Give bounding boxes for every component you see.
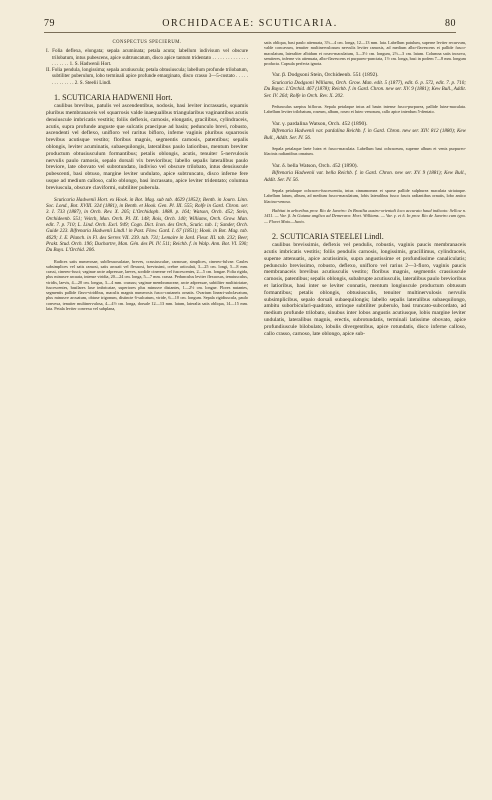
species-description: caulibus brevissimis, deflexis vel pendulis, robustis, vaginis paucis membranaceis acutis imbricatis vestitis; foliis pendulis carnosis, longissimis, gracillimus, cylindraceis, supeme attenuatis, apice acutissimis, supra angustissime et profundissime canaliculatis; pedunculo brevissimo, robusto, deflexo, unifloro vel rarius 2—3-floro, vaginis paucis membranaceis brevibus acutiusculis vestito; floribus magnis, segmentis crassiuscule carnosis, patentibus; sepalis oblongis, subabrupte acutiusculis, lateralibus paulo brevioribus et latioribus, basi inter se leviter connatis, mentum longiuscule productum obtusum formantibus; petalis oblongis, obtusiusculis, tenuiter multinervulosis nervulis subsimplicibus, sepalo dorsali subaequilongis; labello sepalis lateralibus subaequilongo, ambitu suborbiculari-quadrato, utrinque subtiliter puberulo, basi truncato-subcordato, ad medium profunde trilobato, sinubus inter lobos angustis acutiusque, lobis margine leviter undulatis, lateralibus magnis, erectis, subrotundatis, terminali latissime obovato, apice profundiuscule bilobulato, lobulis divergentibus, apice rotundatis, disco inferne calloso, callo crasso, carnoso, late oblongo, apice sub-	[264, 242, 466, 337]
left-column	[46, 40, 248, 311]
variety-heading: Var. γ. pardalina Watson, Orch. 452 (1890).	[272, 120, 368, 127]
species-heading: 2. SCUTICARIA STEELEI Lindl.	[272, 232, 384, 242]
page-number-right: 80	[444, 18, 456, 29]
right-column	[264, 40, 466, 337]
species-details: Radices satis numerosae, subflexuosulatae, breves, crassiusculae, carnosae, simplices, cinereo-fulvae. Caules subsimplices vel satis ramosi, satis arcuati vel flexuosi, brevissimi, crebre articulati, 3—25 cm. longi, 5—8 mm. crassi, cinereo-fusci; vaginae arcte adpressae, laeves, sordide cinereae vel fuscescentes, 2—5 cm. longae. Folia rigida, plus minusve arcuata, intense viridia, 20—24 cm. longa, 5—7 mm. crassa. Pedunculus leviter flexuosus, tenuiusculus, viridis, laevis, 4—20 cm. longus, 3—4 mm. crassus; vaginae membranaceae, arcte adpressae, subtiliter multistriatae, fuscescentes, basilares laxe imbricatae, superiores plus minusve distantes, 1—2½ cm. longae. Flores nutantes, segmentis pallide flavo-viridibus, maculis magnis numerosis fusco-castaneis ornatis. Ovarium lineari-subclavatum, plus minusve arcuatum, obtuse trigonum, distincte 6-sulcatum, viride, 6—10 cm. longum. Sepala rigidiuscula, paulo convexa, tenuiter multinervulosa, 4—4½ cm. longa, dorsale 12—13 mm. latum, lateralia satis obliqua, 14—15 mm. lata. Petala leviter convexa vel subplana,	[46, 258, 248, 311]
key-item: II. Folia pendula, longissima; sepala acutiuscula; petala obtusiuscula; labellum profunde trilobatum, subtiliter puberulum, lobo terminali apice profunde emarginato, disco crasso 3—5-costato . . . . . . . . . . . . . . 2. S. Steelii Lindl.	[46, 67, 248, 86]
variety-details: Sepala petalaque laete lutea et fusco-maculata. Labellum basi ochraceum, superne album et venis purpureo-lilacinis radiantibus ornatum.	[264, 146, 466, 157]
species-description: caulibus brevibus, patulis vel ascendentibus, nodosis, basi leviter incrassatis, squamis pluribus membranaceis vel squarrosis valde inaequalibus triangularibus vaginantibus acutis densiuscule imbricatis vestitis; foliis deflexis, carnosis, elongatis, gracilibus, cylindraceis, acutis, supra profunde anguste que sulcatis praecipue ad basin; pedunculo brevi, robusto, ascendenti vel deflexo, unifloro vel raritus bifloro, inferne vaginis pluribus squarrosis brevibus acutisque vestito; floribus magnis, segmentis carnosis, patentibus; sepalis oblongis, leviter acuminatis, subaequilongis, lateralibus paulo latioribus, mentum breviter productum obtusiusculum formantibus; petalis oblongis, acutis, tenuiter 5-nervulosis nervulis paulo ramosis, sepalo dorsali vix brevioribus; labello sepalis lateralibus paulo breviore, late obovato vel subrotundato, indiviso vel obscure trilobato, intus densiuscule pubescenti, basi obtuso, margine leviter undulato, apice subtruncato, disco inferne fere usque ad medium calloso, callo oblongo, basi incrassato, apice leviter tridentato; columna breviuscula, obscure claviformi, subtiliter puberula.	[46, 103, 248, 191]
species-heading: 1. SCUTICARIA HADWENII Hort.	[54, 93, 173, 103]
species-references: Scuticaria Hadwenii Hort. ex Hook. in Bot. Mag. sub tab. 4629 (1852); Benth. in Journ. Linn. Soc. Lond., Bot. XVIII. 324 (1881), in Benth. et Hook. Gen. Pl. III. 555; Rolfe in Gard. Chron. ser. 3. I. 733 (1887), in Orch. Rev. X. 205; L'Orchidoph. 1888. p. 164; Watson, Orch. 452; Stein, Orchideenb. 551; Veitch, Man. Orch. Pl. IX. 148; Rois, Orch. 140; Williams, Orch. Grow. Man. edit. 7. p. 710; L. Lind. Orch. Excl. 949; Cogn. Dict. Icon. des Orch., Scutic. tab. 1; Sander, Orch. Guide 223. Bifrenaria Hadwenii Lindl.! in Paxt. Flow. Gard. I. 67 (1851); Hook. in Bot. Mag. tab. 4629; J. E. Planch. in Fl. des Serres VII. 239. tab. 731; Lemaire in Jard. Fleur. III. tab. 232; Beer, Prakt. Stud. Orch. 196; Duchartre, Man. Gén. des Pl. IV. 511; Reichb. f. in Walp. Ann. Bot. VI. 590; Du Buys. L'Orchid. 206.	[46, 196, 248, 254]
variety-references: Bifrenaria Hadwenii var. pardalina Reichb. f. in Gard. Chron. new ser. XIV. 812 (1880); Kew Bull., Addit. Ser. IV. 56.	[264, 128, 466, 141]
page-number-left: 79	[44, 18, 55, 29]
species-key	[46, 48, 248, 86]
running-head	[44, 18, 456, 29]
key-item: I. Folia deflexa, elongata; sepala acuminata; petala acuta; labellum indivisum vel obscure trilobatum, intus pubescens, apice subtruncatum, disco apice tantum tridentato . . . . . . . . . . . . . . . . . . . . . 1. S. Hadwenii Hort.	[46, 48, 248, 67]
variety-details: Pedunculus saepius biflorus. Sepala petalaque intus ad basin intense fusco-purpurea, pallide lutea-maculata. Labellum leviter trilobatum, roseum, album, roseo et luteo venosum, callo apice interdum 5-dentato.	[264, 104, 466, 115]
conspectus-heading: CONSPECTUS SPECIERUM.	[112, 40, 182, 45]
variety-details: Sepala petalaque ochraceo-fuscescentia, intus cinnamomea et sparse pallide sulphurea maculata striataque. Labellum latum, album, ad medium fusco-maculatum, lobis lateralibus fusco fascis radiantibus ornatis, lobo antico lilacino-venoso.	[264, 188, 466, 204]
continued-text: satis obliqua, basi paulo attenuata, 3½—4 cm. longa, 12—13 mm. lata. Labellum patulum, superne leviter recurvum, valde concavum, tenuiter multinervulosum nervulis leviter ramosis, ad medium albo-flavescens et pallide fusco-maculatum, lateraliter albidum et roseo-maculatum, 3—3½ cm. longum, 2½—3 cm. latum. Columna satis incurva, semiteres, inferne vix attenuata, albo-flavescens et purpureo-punctata, 1½ cm. longa, basi in podem 7—8 mm. longum producta. Capsula perfecta ignota.	[264, 40, 466, 66]
running-title: ORCHIDACEAE: SCUTICARIA.	[162, 18, 338, 29]
variety-references: Scuticaria Dodgsoni Williams, Orch. Grow. Man. edit. 5 (1877), edit. 6. p. 572, edit. 7. p. 710; Du Buysc. L'Orchid. 467 (1878); Reichb. f. in Gard. Chron. new ser. XV. 9 (1881); Kew Bull., Addit. Ser. IV. 264; Rolfe in Orch. Rev. X. 202.	[264, 80, 466, 99]
variety-heading: Var. δ. bella Watson, Orch. 452 (1890).	[272, 162, 358, 169]
header-rule	[44, 32, 456, 33]
variety-heading: Var. β. Dodgsoni Stein, Orchideenb. 551 (1892).	[272, 72, 379, 79]
variety-references: Bifrenaria Hadwenii var. bella Reichb. f. in Gard. Chron. new ser. XV. 9 (1881); Kew Bull., Addit. Ser. IV. 56.	[264, 170, 466, 183]
habitat-note: Habitat in arboribus prov. Rio de Janeiro: In Brasilia austro-orientali loco accurato haud indicato: Sellow n. 1411. — Var. β. In Guiana anglica ad Demerara: Hort. Williams. — Var. γ. et δ. In prov. Rio de Janeiro cum typo. — Floret Maio—Junio.	[264, 207, 466, 224]
